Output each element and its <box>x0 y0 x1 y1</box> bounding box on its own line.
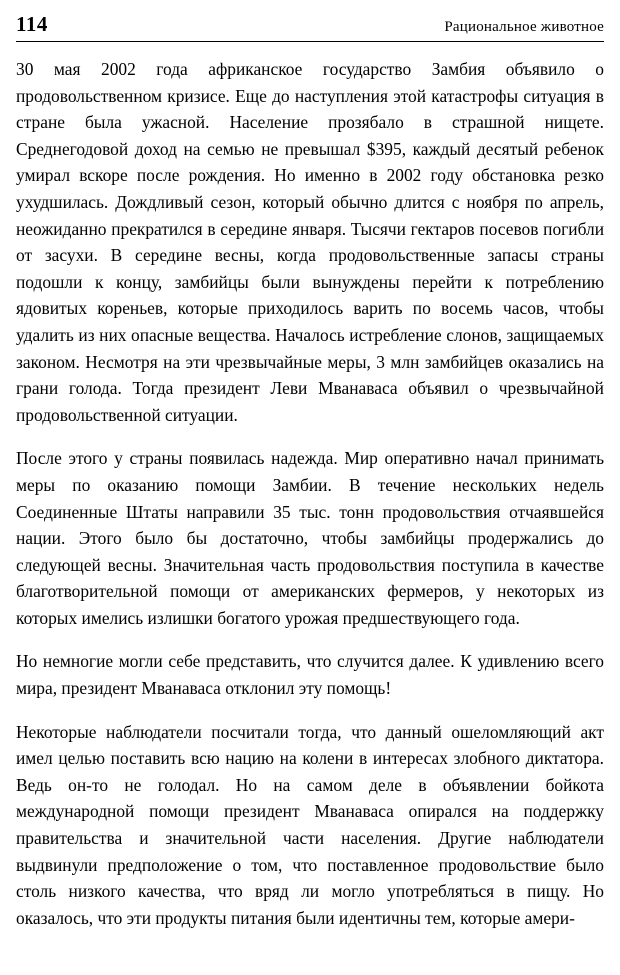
paragraph: Но немногие могли себе представить, что случится далее. К удивлению всего мира, президент Мванаваса отклонил эту помощь! <box>16 651 604 699</box>
body-text <box>16 56 604 931</box>
paragraph: Некоторые наблюдатели посчитали тогда, что данный ошеломляющий акт имел целью поставить всю нацию на колени в интересах злобного диктатора. Ведь он-то не голодал. Но на самом деле в объявлении бойкота международной помощи президент Мванаваса опирался на поддержку правительства и значительной части населения. Другие наблюдатели выдвинули предположение о том, что поставленное продовольствие было столь низкого качества, что вряд ли могло употребляться в пищу. Но оказалось, что эти продукты питания были идентичны тем, которые амери- <box>16 721 604 928</box>
paragraph: После этого у страны появилась надежда. Мир оперативно начал принимать меры по оказанию помощи Замбии. В течение нескольких недель Соединенные Штаты направили 35 тыс. тонн продовольствия отчаявшейся нации. Этого было бы достаточно, чтобы замбийцы продержались до следующей весны. Значительная часть продовольствия поступила в качестве благотворительной помощи от американских фермеров, у некоторых из которых имелись излишки богатого урожая предшествующего года. <box>16 448 604 628</box>
paragraph: 30 мая 2002 года африканское государство Замбия объявило о продовольственном кризисе. Еще до наступления этой катастрофы ситуация в стране была ужасной. Население прозябало в страшной нищете. Среднегодовой доход на семью не превышал $395, каждый десятый ребенок умирал вскоре после рождения. Но именно в 2002 году обстановка резко ухудшилась. Дождливый сезон, который обычно длится с ноября по апрель, неожиданно прекратился в середине января. Тысячи гектаров посевов погибли от засухи. В середине весны, когда продовольственные запасы страны подошли к концу, замбийцы были вынуждены перейти к потреблению ядовитых кореньев, которые приходилось варить по восемь часов, чтобы удалить из них опасные вещества. Началось истребление слонов, защищаемых законом. Несмотря на эти чрезвычайные меры, 3 млн замбийцев оказались на грани голода. Тогда президент Леви Мванаваса объявил о чрезвычайной продовольственной ситуации. <box>16 59 604 425</box>
running-head: Рациональное животное <box>444 19 604 35</box>
page-number: 114 <box>16 12 48 36</box>
page-header <box>16 12 604 37</box>
header-divider <box>16 41 604 42</box>
